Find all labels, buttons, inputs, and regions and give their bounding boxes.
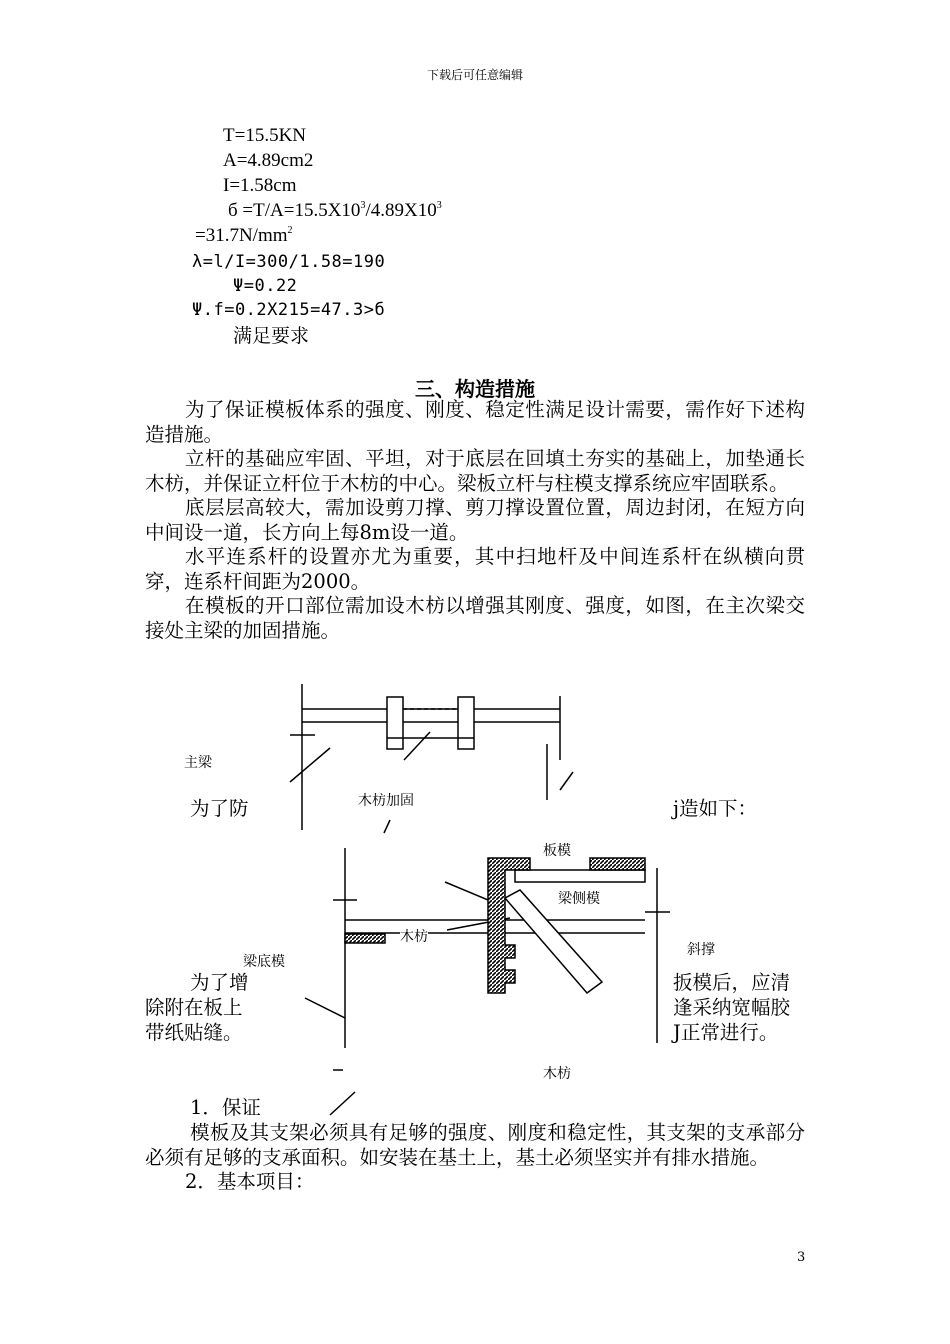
- calc-tension: T=15.5KN: [223, 125, 307, 146]
- occluded-line-4b: J正常进行。: [673, 1021, 779, 1044]
- tail-paragraph-2: 2．基本项目：: [185, 1170, 315, 1193]
- occluded-line-3a: 除附在板上: [145, 996, 243, 1019]
- label-wood-reinforce: 木枋加固: [358, 793, 414, 809]
- paragraph-5: 在模板的开口部位需加设木枋以增强其刚度、强度，如图，在主次梁交接处主梁的加固措施。: [145, 594, 805, 642]
- tail-text: [145, 1121, 805, 1195]
- section-title: 三、构造措施: [415, 377, 535, 401]
- paragraph-4: 水平连系杆的设置亦尤为重要，其中扫地杆及中间连系杆在纵横向贯穿，连系杆间距为2000。: [145, 545, 805, 593]
- occluded-line-1a: 为了防: [190, 797, 249, 820]
- label-wood-1: 木枋: [400, 926, 428, 946]
- label-main-beam: 主梁: [184, 755, 212, 771]
- tail-paragraph-1: 模板及其支架必须具有足够的强度、刚度和稳定性，其支架的支承部分必须有足够的支承面积。如安装在基土上，基土必须坚实并有排水措施。: [145, 1121, 805, 1169]
- label-brace: 斜撑: [687, 942, 715, 958]
- page-number: 3: [797, 1250, 806, 1265]
- page-header: 下载后可任意编辑: [426, 68, 523, 82]
- calc-radius: I=1.58cm: [223, 175, 297, 196]
- calc-stress: $б =T/A=15.5X10^3/4.89X10^3$: [228, 200, 442, 221]
- occluded-line-4a: 带纸贴缝。: [145, 1021, 243, 1044]
- label-wood-2: 木枋: [543, 1066, 571, 1082]
- occluded-line-1b: j造如下：: [673, 797, 758, 820]
- occluded-line-2a: 为了增: [190, 971, 249, 994]
- occluded-line-2b: 扳模后，应清: [673, 971, 791, 994]
- occluded-line-3b: 逢采纳宽幅胶: [673, 996, 791, 1019]
- calc-stress-result: $=31.7N/mm^2$: [195, 225, 293, 246]
- label-slab-form: 板模: [543, 843, 571, 859]
- calc-conclusion: 满足要求: [233, 325, 310, 347]
- label-beam-side-form: 梁侧模: [558, 888, 600, 908]
- calc-check: Ψ.f=0.2X215=47.3>б: [192, 300, 386, 320]
- occluded-line-5: 1．保证: [190, 1096, 261, 1119]
- calc-area: A=4.89cm2: [223, 150, 314, 171]
- calc-slenderness: λ=l/I=300/1.58=190: [192, 252, 386, 272]
- paragraph-3: 底层层高较大，需加设剪刀撑、剪刀撑设置位置，周边封闭，在短方向中间设一道，长方向上每8m设一道。: [145, 496, 805, 544]
- label-beam-bottom-form: 梁底模: [243, 954, 285, 970]
- paragraph-2: 立杆的基础应牢固、平坦，对于底层在回填土夯实的基础上，加垫通长木枋，并保证立杆位于木枋的中心。梁板立杆与柱模支撑系统应牢固联系。: [145, 447, 805, 495]
- paragraph-1: 为了保证模板体系的强度、刚度、稳定性满足设计需要，需作好下述构造措施。: [145, 398, 805, 446]
- calc-psi: Ψ=0.22: [233, 276, 298, 296]
